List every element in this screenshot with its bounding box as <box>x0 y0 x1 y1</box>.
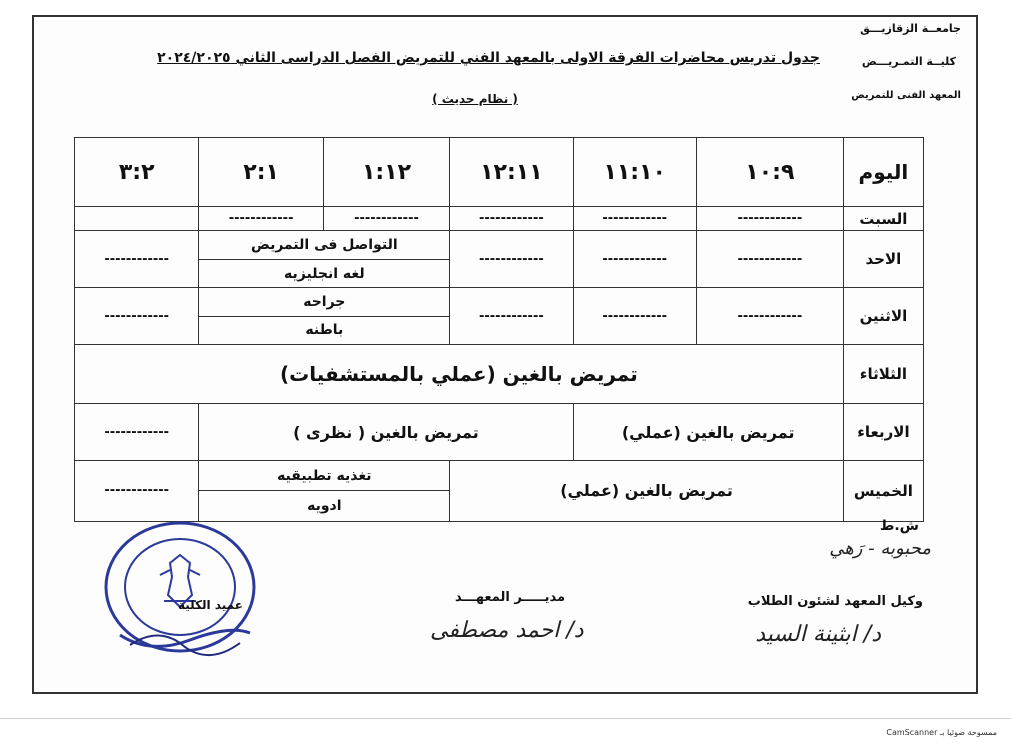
scanner-watermark: ممسوحة ضوئيا بـ CamScanner <box>886 728 997 737</box>
empty-slot: ------------ <box>450 207 573 231</box>
schedule-table <box>74 137 924 522</box>
day-label: الاحد <box>843 231 923 288</box>
empty-slot: ------------ <box>323 207 449 231</box>
row-sunday <box>75 231 924 259</box>
subject-cell: جراحه <box>199 288 450 316</box>
empty-slot: ------------ <box>573 207 696 231</box>
empty-slot: ------------ <box>450 288 573 345</box>
time-slot-header: ١١:١٠ <box>573 138 696 207</box>
director-signature: د/ احمد مصطفى <box>430 618 584 643</box>
day-label: الثلاثاء <box>843 345 923 404</box>
time-slot-header: ١٠:٩ <box>696 138 843 207</box>
row-saturday <box>75 207 924 231</box>
time-slot-header: ١٢:١١ <box>450 138 573 207</box>
day-label: السبت <box>843 207 923 231</box>
subject-cell: باطنه <box>199 316 450 344</box>
day-label: الاربعاء <box>843 404 923 461</box>
empty-slot: ------------ <box>696 207 843 231</box>
empty-slot: ------------ <box>199 207 323 231</box>
time-slot-header: ٣:٢ <box>75 138 199 207</box>
institute-name: المعهد الفنى للتمريض <box>851 90 961 101</box>
empty-slot: ------------ <box>696 231 843 288</box>
day-label: الخميس <box>843 460 923 521</box>
empty-slot: ------------ <box>696 288 843 345</box>
vice-dean-signature: د/ ابثينة السيد <box>755 622 881 647</box>
empty-slot <box>75 207 199 231</box>
subject-cell: التواصل فى التمريض <box>199 231 450 259</box>
time-slot-header: ١:١٢ <box>323 138 449 207</box>
empty-slot: ------------ <box>75 231 199 288</box>
empty-slot: ------------ <box>75 404 199 461</box>
director-label: مديـــــر المعهـــد <box>455 590 566 605</box>
empty-slot: ------------ <box>573 288 696 345</box>
document-title: جدول تدريس محاضرات الفرقة الاولى بالمعهد الفني للتمريض الفصل الدراسى الثاني ٢٠٢٤/٢٠٢٥ <box>157 50 820 66</box>
row-monday <box>75 288 924 316</box>
official-seal <box>100 515 270 665</box>
faculty-name: كليــة التمـريـــض <box>861 55 956 68</box>
vice-dean-label: وكيل المعهد لشئون الطلاب <box>747 594 923 609</box>
subject-cell: تمريض بالغين ( نظرى ) <box>199 404 573 461</box>
day-column-header: اليوم <box>843 138 923 207</box>
subject-cell: تغذيه تطبيقيه <box>199 460 450 490</box>
subject-cell: تمريض بالغين (عملي) <box>573 404 843 461</box>
time-header-row <box>75 138 924 207</box>
subject-cell: تمريض بالغين (عملي بالمستشفيات) <box>75 345 844 404</box>
system-note: ( نظام حديث ) <box>432 92 518 106</box>
approval-mark: ش.ط <box>879 518 919 534</box>
subject-cell: ادويه <box>199 491 450 522</box>
empty-slot: ------------ <box>573 231 696 288</box>
empty-slot: ------------ <box>75 288 199 345</box>
subject-cell: لغه انجليزيه <box>199 259 450 287</box>
day-label: الاثنين <box>843 288 923 345</box>
handwritten-name: محبوبه - رَهي <box>829 538 931 559</box>
empty-slot: ------------ <box>75 460 199 521</box>
row-tuesday <box>75 345 924 404</box>
dean-label: عميد الكلية <box>178 598 243 612</box>
empty-slot: ------------ <box>450 231 573 288</box>
row-wednesday <box>75 404 924 461</box>
subject-cell: تمريض بالغين (عملي) <box>450 460 844 521</box>
university-name: جامعــة الزقازيـــق <box>860 22 961 35</box>
time-slot-header: ٢:١ <box>199 138 323 207</box>
scan-edge <box>0 718 1011 719</box>
row-thursday <box>75 460 924 490</box>
